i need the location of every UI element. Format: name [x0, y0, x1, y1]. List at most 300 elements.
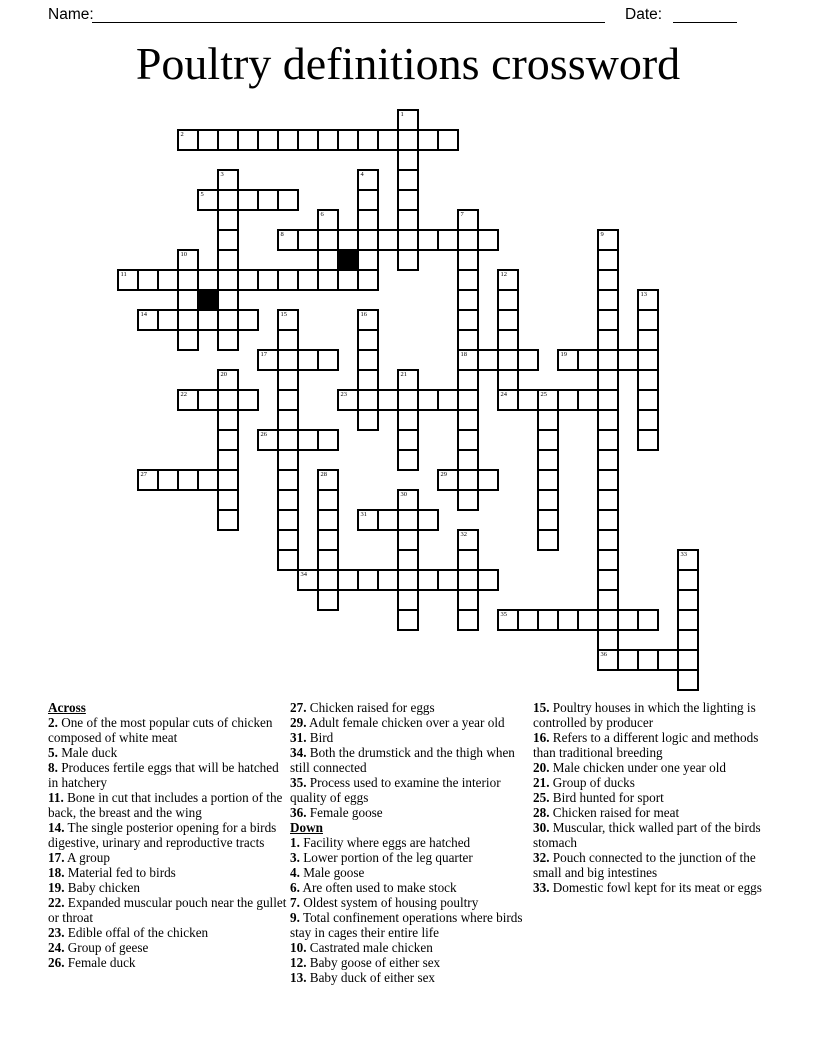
cell-number: 33 [680, 551, 687, 558]
grid-cell [458, 310, 478, 330]
clue-number: 25. [533, 790, 550, 805]
grid-cell [298, 430, 318, 450]
grid-cell [458, 570, 478, 590]
grid-cell [358, 510, 378, 530]
grid-cell [458, 610, 478, 630]
clue-number: 28. [533, 805, 550, 820]
grid-cell [178, 270, 198, 290]
grid-cell [238, 190, 258, 210]
clue-number: 6. [290, 880, 300, 895]
grid-cell [178, 130, 198, 150]
cell-number: 29 [440, 471, 447, 478]
grid-cell [458, 250, 478, 270]
cell-number: 21 [400, 371, 407, 378]
grid-cell [158, 310, 178, 330]
grid-cell [278, 130, 298, 150]
name-label: Name: [48, 6, 94, 23]
grid-cell [418, 230, 438, 250]
clue-across-18: 18. Material fed to birds [48, 865, 176, 880]
clue-down-15: 15. Poultry houses in which the lighting is controlled by producer [533, 700, 756, 730]
grid-cell [158, 470, 178, 490]
clue-across-27: 27. Chicken raised for eggs [290, 700, 435, 715]
grid-cell [378, 130, 398, 150]
grid-cell [558, 390, 578, 410]
cell-number: 8 [280, 231, 284, 238]
grid-cell [458, 390, 478, 410]
grid-cell [358, 370, 378, 390]
grid-cell [398, 510, 418, 530]
cell-number: 35 [500, 611, 507, 618]
grid-cell [358, 310, 378, 330]
clue-number: 2. [48, 715, 58, 730]
grid-cell [318, 490, 338, 510]
clue-number: 7. [290, 895, 300, 910]
grid-cell [598, 310, 618, 330]
cell-number: 36 [600, 651, 607, 658]
grid-cell [458, 290, 478, 310]
cell-number: 3 [220, 171, 224, 178]
clue-number: 4. [290, 865, 300, 880]
grid-cell [398, 410, 418, 430]
clue-across-31: 31. Bird [290, 730, 334, 745]
cell-number: 7 [460, 211, 464, 218]
grid-cell [498, 350, 518, 370]
clue-number: 22. [48, 895, 65, 910]
clue-down-32: 32. Pouch connected to the junction of the small and big intestines [533, 850, 756, 880]
grid-cell [538, 390, 558, 410]
grid-cell [218, 290, 238, 310]
grid-cell [218, 390, 238, 410]
clue-number: 29. [290, 715, 307, 730]
grid-cell [458, 470, 478, 490]
grid-cell [358, 230, 378, 250]
grid-cell [578, 610, 598, 630]
clue-down-3: 3. Lower portion of the leg quarter [290, 850, 473, 865]
cell-number: 9 [600, 231, 604, 238]
grid-cell [178, 330, 198, 350]
grid-cell [398, 490, 418, 510]
grid-cell [638, 390, 658, 410]
cell-number: 25 [540, 391, 547, 398]
cell-number: 14 [140, 311, 147, 318]
grid-cell [318, 590, 338, 610]
grid-cell [598, 250, 618, 270]
grid-cell [398, 390, 418, 410]
grid-cell [278, 530, 298, 550]
grid-cell [378, 570, 398, 590]
clue-across-5: 5. Male duck [48, 745, 118, 760]
clue-across-34: 34. Both the drumstick and the thigh when still connected [290, 745, 515, 775]
clue-down-25: 25. Bird hunted for sport [533, 790, 664, 805]
grid-cell [278, 390, 298, 410]
grid-cell [598, 510, 618, 530]
grid-cell [498, 390, 518, 410]
grid-cell [378, 230, 398, 250]
grid-cell [638, 290, 658, 310]
grid-cell [218, 190, 238, 210]
grid-cell [498, 610, 518, 630]
clue-across-29: 29. Adult female chicken over a year old [290, 715, 505, 730]
clue-number: 12. [290, 955, 307, 970]
clue-across-14: 14. The single posterior opening for a birds digestive, urinary and reproductive tracts [48, 820, 277, 850]
grid-cell [678, 670, 698, 690]
cell-number: 17 [260, 351, 267, 358]
clue-down-9: 9. Total confinement operations where birds stay in cages their entire life [290, 910, 523, 940]
grid-cell [238, 270, 258, 290]
across-heading: Across [48, 700, 86, 715]
grid-cell [278, 410, 298, 430]
grid-cell [418, 130, 438, 150]
clue-across-22: 22. Expanded muscular pouch near the gullet or throat [48, 895, 287, 925]
grid-cell [378, 510, 398, 530]
grid-cell [318, 530, 338, 550]
cell-number: 4 [360, 171, 364, 178]
grid-cell [598, 570, 618, 590]
grid-cell [678, 610, 698, 630]
grid-cell [538, 410, 558, 430]
grid-cell [298, 570, 318, 590]
grid-cell [598, 410, 618, 430]
grid-cell [398, 130, 418, 150]
grid-cell [278, 270, 298, 290]
grid-cell [598, 610, 618, 630]
clue-down-16: 16. Refers to a different logic and methods than traditional breeding [533, 730, 759, 760]
grid-cell [398, 530, 418, 550]
grid-cell [358, 170, 378, 190]
clue-number: 23. [48, 925, 65, 940]
grid-cell [198, 190, 218, 210]
cell-number: 31 [360, 511, 367, 518]
grid-cell [398, 570, 418, 590]
cell-number: 34 [300, 571, 307, 578]
grid-cell [538, 450, 558, 470]
clue-number: 3. [290, 850, 300, 865]
grid-cell [278, 330, 298, 350]
grid-cell [178, 390, 198, 410]
grid-cell [198, 130, 218, 150]
clue-number: 32. [533, 850, 550, 865]
clue-across-35: 35. Process used to examine the interior quality of eggs [290, 775, 501, 805]
grid-cell [298, 270, 318, 290]
grid-cell [278, 470, 298, 490]
grid-cell [218, 210, 238, 230]
cell-number: 11 [120, 271, 127, 278]
grid-cell [338, 130, 358, 150]
clue-across-17: 17. A group [48, 850, 110, 865]
grid-cell [418, 390, 438, 410]
grid-cell [398, 190, 418, 210]
grid-cell [178, 310, 198, 330]
grid-cell [278, 450, 298, 470]
clue-number: 13. [290, 970, 307, 985]
down-heading: Down [290, 820, 323, 835]
grid-cell [198, 470, 218, 490]
grid-cell [218, 490, 238, 510]
grid-cell [138, 470, 158, 490]
grid-cell [358, 190, 378, 210]
grid-cell [538, 470, 558, 490]
grid-cell [278, 370, 298, 390]
cell-number: 10 [180, 251, 187, 258]
grid-cell [398, 590, 418, 610]
grid-cell [238, 310, 258, 330]
cell-number: 32 [460, 531, 467, 538]
cell-number: 12 [500, 271, 507, 278]
grid-cell [458, 410, 478, 430]
cell-number: 13 [640, 291, 647, 298]
clue-number: 17. [48, 850, 65, 865]
cell-number: 19 [560, 351, 567, 358]
cell-number: 27 [140, 471, 147, 478]
clue-number: 21. [533, 775, 550, 790]
grid-cell [218, 470, 238, 490]
grid-cell [318, 250, 338, 270]
grid-cell [458, 490, 478, 510]
grid-cell [458, 330, 478, 350]
clue-number: 24. [48, 940, 65, 955]
grid-cell [518, 610, 538, 630]
clue-across-36: 36. Female goose [290, 805, 383, 820]
grid-cell [358, 130, 378, 150]
clue-across-24: 24. Group of geese [48, 940, 149, 955]
grid-cell [138, 310, 158, 330]
grid-cell [278, 350, 298, 370]
grid-cell [398, 370, 418, 390]
cell-number: 24 [500, 391, 507, 398]
grid-cell [398, 610, 418, 630]
grid-cell [598, 370, 618, 390]
grid-cell [258, 350, 278, 370]
grid-cell [318, 570, 338, 590]
grid-cell [398, 170, 418, 190]
clue-number: 33. [533, 880, 550, 895]
clue-number: 19. [48, 880, 65, 895]
grid-cell [598, 470, 618, 490]
clue-number: 15. [533, 700, 550, 715]
clue-number: 1. [290, 835, 300, 850]
grid-cell [538, 530, 558, 550]
grid-cell [218, 130, 238, 150]
grid-cell [498, 310, 518, 330]
grid-cell [198, 310, 218, 330]
grid-cell [398, 150, 418, 170]
grid-cell [438, 230, 458, 250]
clue-down-7: 7. Oldest system of housing poultry [290, 895, 479, 910]
grid-cell [378, 390, 398, 410]
grid-cell [598, 630, 618, 650]
grid-cell [638, 650, 658, 670]
clue-across-26: 26. Female duck [48, 955, 136, 970]
grid-cell [338, 270, 358, 290]
grid-cell [398, 110, 418, 130]
clue-down-10: 10. Castrated male chicken [290, 940, 433, 955]
grid-cell [118, 270, 138, 290]
clue-number: 10. [290, 940, 307, 955]
grid-cell [618, 610, 638, 630]
clue-number: 20. [533, 760, 550, 775]
grid-cell [478, 470, 498, 490]
cell-number: 5 [200, 191, 204, 198]
grid-cell [218, 310, 238, 330]
clue-number: 8. [48, 760, 58, 775]
grid-cell [318, 510, 338, 530]
grid-cell [358, 330, 378, 350]
grid-cell [358, 270, 378, 290]
grid-cell [458, 550, 478, 570]
grid-cell [618, 350, 638, 370]
clue-down-20: 20. Male chicken under one year old [533, 760, 726, 775]
clue-down-21: 21. Group of ducks [533, 775, 635, 790]
grid-cell [178, 470, 198, 490]
grid-cell [598, 590, 618, 610]
grid-cell [278, 310, 298, 330]
clue-down-12: 12. Baby goose of either sex [290, 955, 441, 970]
grid-cell [338, 390, 358, 410]
grid-cell [258, 190, 278, 210]
clue-number: 18. [48, 865, 65, 880]
clue-number: 26. [48, 955, 65, 970]
grid-cell [298, 350, 318, 370]
grid-cell [298, 130, 318, 150]
grid-cell [258, 130, 278, 150]
grid-cell [678, 570, 698, 590]
clue-across-8: 8. Produces fertile eggs that will be hatched in hatchery [48, 760, 279, 790]
grid-cell [218, 370, 238, 390]
grid-cell [218, 170, 238, 190]
grid-cell [518, 390, 538, 410]
grid-cell [318, 210, 338, 230]
cell-number: 28 [320, 471, 327, 478]
grid-cell [498, 270, 518, 290]
grid-cell [638, 310, 658, 330]
grid-cell [598, 650, 618, 670]
grid-cell [418, 510, 438, 530]
grid-cell [278, 190, 298, 210]
grid-cell [278, 490, 298, 510]
grid-cell [638, 410, 658, 430]
grid-cell [638, 430, 658, 450]
grid-cell [398, 450, 418, 470]
grid-cell [598, 390, 618, 410]
grid-cell [398, 230, 418, 250]
cell-number: 16 [360, 311, 367, 318]
clue-across-2: 2. One of the most popular cuts of chicken composed of white meat [48, 715, 273, 745]
grid-cell [458, 370, 478, 390]
grid-cell [318, 350, 338, 370]
grid-cell [438, 470, 458, 490]
grid-cell [218, 450, 238, 470]
clue-down-1: 1. Facility where eggs are hatched [290, 835, 471, 850]
grid-cell [218, 270, 238, 290]
clue-down-30: 30. Muscular, thick walled part of the birds stomach [533, 820, 761, 850]
grid-cell [238, 390, 258, 410]
grid-cell [598, 330, 618, 350]
grid-cell [318, 230, 338, 250]
grid-cell [218, 330, 238, 350]
grid-cell [358, 410, 378, 430]
grid-cell [458, 450, 478, 470]
cell-number: 30 [400, 491, 407, 498]
grid-cell [678, 590, 698, 610]
grid-cell [638, 610, 658, 630]
grid-cell [298, 230, 318, 250]
grid-cell [178, 290, 198, 310]
grid-cell [618, 650, 638, 670]
grid-cell [598, 270, 618, 290]
grid-cell [238, 130, 258, 150]
grid-cell [538, 430, 558, 450]
grid-cell [178, 250, 198, 270]
grid-cell [578, 350, 598, 370]
cell-number: 1 [400, 111, 404, 118]
clue-column-across [48, 700, 290, 970]
clue-down-13: 13. Baby duck of either sex [290, 970, 436, 985]
cell-number: 22 [180, 391, 187, 398]
grid-cell [518, 350, 538, 370]
grid-cell [478, 570, 498, 590]
grid-cell [318, 550, 338, 570]
grid-cell [598, 350, 618, 370]
grid-cell [358, 250, 378, 270]
grid-cell [478, 350, 498, 370]
grid-cell [638, 350, 658, 370]
clue-across-23: 23. Edible offal of the chicken [48, 925, 209, 940]
clue-number: 9. [290, 910, 300, 925]
clue-number: 5. [48, 745, 58, 760]
grid-cell [358, 570, 378, 590]
grid-cell [678, 550, 698, 570]
grid-cell [398, 550, 418, 570]
grid-cell [678, 650, 698, 670]
grid-cell [318, 430, 338, 450]
grid-cell [318, 270, 338, 290]
grid-cell [638, 330, 658, 350]
grid-cell [398, 250, 418, 270]
grid-cell [598, 430, 618, 450]
cell-number: 2 [180, 131, 184, 138]
clue-down-28: 28. Chicken raised for meat [533, 805, 680, 820]
grid-cell [278, 550, 298, 570]
grid-cell [558, 610, 578, 630]
grid-cell [598, 490, 618, 510]
grid-cell [458, 210, 478, 230]
black-cell [198, 290, 218, 310]
grid-cell [358, 350, 378, 370]
grid-cell [458, 590, 478, 610]
clue-number: 11. [48, 790, 64, 805]
grid-cell [158, 270, 178, 290]
grid-cell [398, 430, 418, 450]
grid-cell [358, 210, 378, 230]
clue-down-6: 6. Are often used to make stock [290, 880, 457, 895]
grid-cell [458, 230, 478, 250]
grid-cell [598, 530, 618, 550]
clue-down-33: 33. Domestic fowl kept for its meat or eggs [533, 880, 762, 895]
grid-cell [638, 370, 658, 390]
grid-cell [258, 430, 278, 450]
grid-cell [358, 390, 378, 410]
grid-cell [438, 130, 458, 150]
date-label: Date: [625, 6, 663, 23]
grid-cell [278, 430, 298, 450]
grid-cell [138, 270, 158, 290]
grid-cell [318, 470, 338, 490]
grid-cell [218, 410, 238, 430]
cell-number: 20 [220, 371, 227, 378]
cell-number: 6 [320, 211, 324, 218]
clue-number: 34. [290, 745, 307, 760]
grid-cell [218, 250, 238, 270]
